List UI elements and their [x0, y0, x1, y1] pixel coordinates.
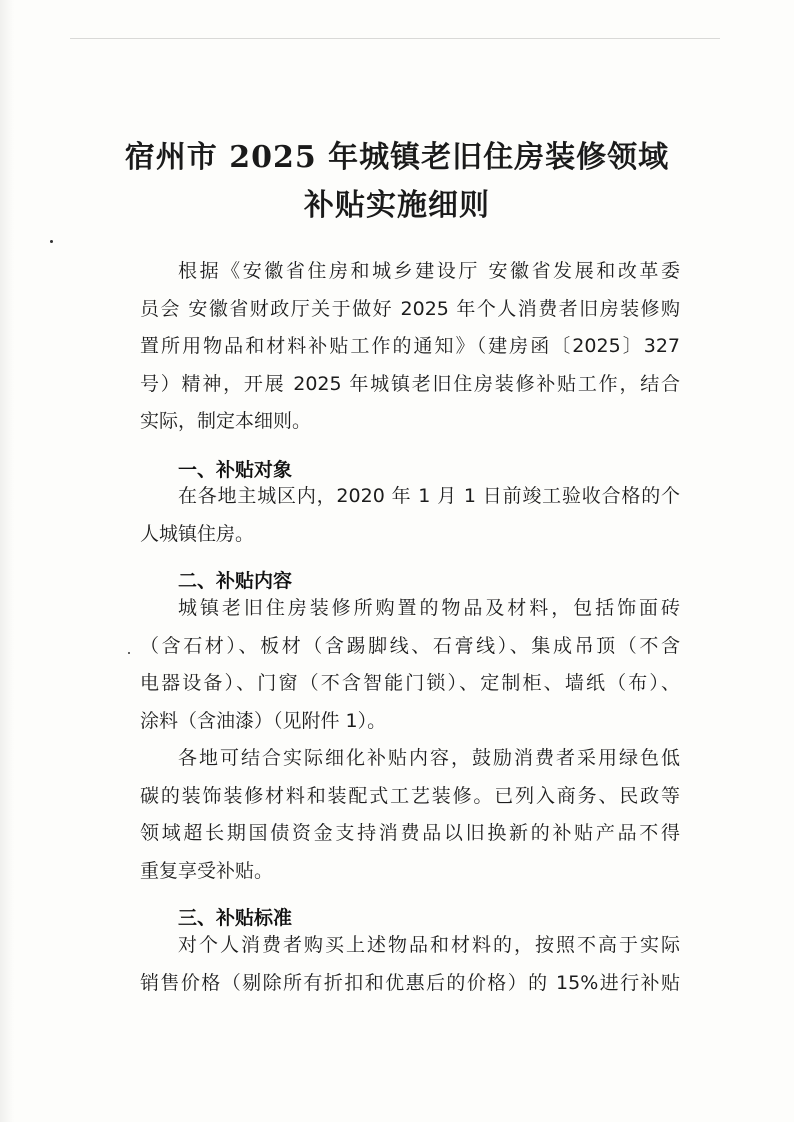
text-line: 城镇老旧住房装修所购置的物品及材料，包括饰面砖	[178, 597, 680, 619]
section2-paragraph-1	[140, 590, 680, 740]
intro-paragraph	[140, 253, 680, 441]
text-line: 领域超长期国债资金支持消费品以旧换新的补贴产品不得	[140, 822, 680, 844]
text-line: 各地可结合实际细化补贴内容，鼓励消费者采用绿色低	[178, 747, 680, 769]
document-title-line1: 宿州市 2025 年城镇老旧住房装修领域	[124, 140, 670, 175]
scan-top-line	[70, 38, 720, 39]
text-line: 根据《安徽省住房和城乡建设厅 安徽省发展和改革委	[178, 260, 680, 282]
section-heading-subsidy-standard: 三、补贴标准	[178, 907, 293, 929]
section2-paragraph-2	[140, 740, 680, 890]
text-line: 电器设备）、门窗（不含智能门锁）、定制柜、墙纸（布）、	[140, 672, 680, 694]
section3-paragraph	[140, 927, 680, 1002]
text-line: 碳的装饰装修材料和装配式工艺装修。已列入商务、民政等	[140, 784, 680, 807]
scan-speck	[128, 652, 130, 654]
section-heading-subsidy-content: 二、补贴内容	[178, 570, 293, 592]
scan-speck	[50, 240, 53, 243]
text-line: 置所用物品和材料补贴工作的通知》（建房函〔2025〕327	[140, 335, 680, 357]
text-line: 人城镇住房。	[140, 522, 255, 545]
text-line: 号）精神，开展 2025 年城镇老旧住房装修补贴工作，结合	[140, 372, 680, 395]
section1-paragraph	[140, 478, 680, 553]
document-title-line2: 补贴实施细则	[304, 188, 490, 223]
text-line: 员会 安徽省财政厅关于做好 2025 年个人消费者旧房装修购	[140, 297, 680, 320]
section-heading-subsidy-target: 一、补贴对象	[178, 459, 293, 481]
text-line: （含石材）、板材（含踢脚线、石膏线）、集成吊顶（不含	[140, 634, 680, 657]
text-line: 涂料（含油漆）（见附件 1）。	[140, 709, 387, 732]
text-line: 对个人消费者购买上述物品和材料的，按照不高于实际	[178, 934, 680, 956]
text-line: 在各地主城区内，2020 年 1 月 1 日前竣工验收合格的个	[178, 485, 680, 507]
text-line: 销售价格（剔除所有折扣和优惠后的价格）的 15%进行补贴	[140, 971, 680, 994]
text-line: 实际，制定本细则。	[140, 410, 312, 432]
text-line: 重复享受补贴。	[140, 859, 274, 882]
